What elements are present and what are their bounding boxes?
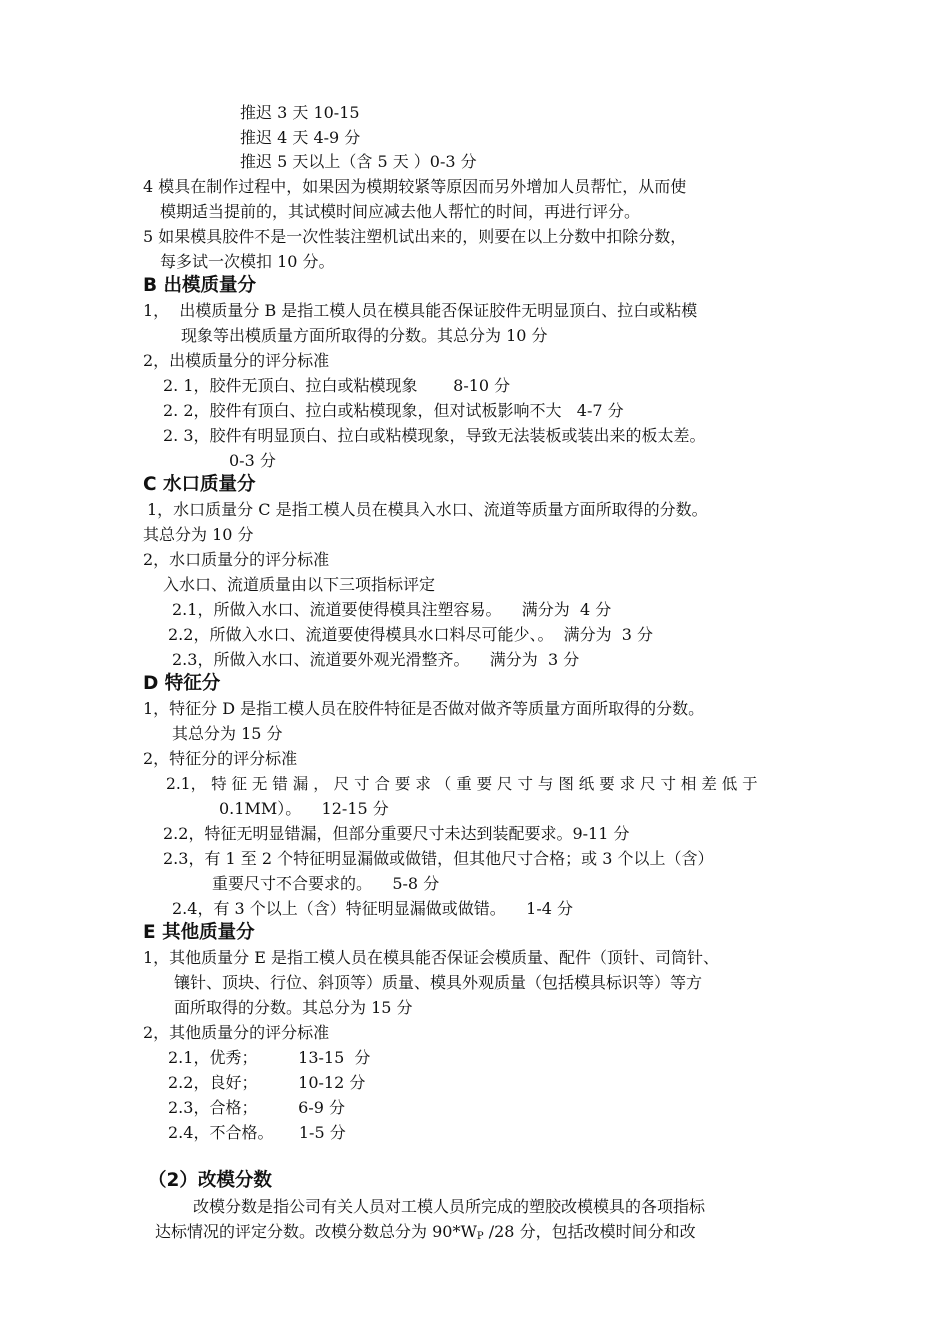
modify-score-para-line-1: 改模分数是指公司有关人员对工模人员所完成的塑胶改模模具的各项指标 <box>193 1197 706 1216</box>
section-d-heading: D 特征分 <box>143 673 221 694</box>
d-item-2: 2，特征分的评分标准 <box>143 749 298 768</box>
d-item-2-4: 2.4，有 3 个以上（含）特征明显漏做或做错。 1-4 分 <box>172 899 573 918</box>
delay-3-days-line: 推迟 3 天 10-15 <box>240 103 360 122</box>
modify-score-para-line-2 <box>155 1221 696 1248</box>
e-item-1-line-3: 面所取得的分数。其总分为 15 分 <box>174 998 413 1017</box>
b-item-2-2: 2. 2，胶件有顶白、拉白或粘模现象，但对试板影响不大 4-7 分 <box>163 401 624 420</box>
rule-4-line-1: 4 模具在制作过程中，如果因为模期较紧等原因而另外增加人员帮忙，从而使 <box>143 177 687 196</box>
c-item-2-3: 2.3，所做入水口、流道要外观光滑整齐。 满分为 3 分 <box>172 650 580 669</box>
b-item-1-line-1: 1， 出模质量分 B 是指工模人员在模具能否保证胶件无明显顶白、拉白或粘模 <box>143 301 698 320</box>
e-item-2-4: 2.4，不合格。 1-5 分 <box>168 1123 346 1142</box>
c-item-2-1: 2.1，所做入水口、流道要使得模具注塑容易。 满分为 4 分 <box>172 600 612 619</box>
para-text-start: 达标情况的评定分数。改模分数总分为 90*W <box>155 1222 477 1241</box>
c-item-2: 2，水口质量分的评分标准 <box>143 550 330 569</box>
section-b-heading: B 出模质量分 <box>143 275 257 296</box>
e-item-2-1: 2.1，优秀； 13-15 分 <box>168 1048 371 1067</box>
section-e-heading: E 其他质量分 <box>143 922 255 943</box>
d-item-1-line-2: 其总分为 15 分 <box>172 724 283 743</box>
para-text-end: /28 分，包括改模时间分和改 <box>483 1222 696 1241</box>
b-item-1-line-2: 现象等出模质量方面所取得的分数。其总分为 10 分 <box>181 326 548 345</box>
e-item-1-line-2: 镶针、顶块、行位、斜顶等）质量、模具外观质量（包括模具标识等）等方 <box>174 973 703 992</box>
section-2-heading: （2）改模分数 <box>148 1170 272 1191</box>
c-item-2-2: 2.2，所做入水口、流道要使得模具水口料尽可能少、。 满分为 3 分 <box>168 625 654 644</box>
c-item-1-line-1: 1，水口质量分 C 是指工模人员在模具入水口、流道等质量方面所取得的分数。 <box>147 500 708 519</box>
b-item-2: 2，出模质量分的评分标准 <box>143 351 330 370</box>
b-item-2-1: 2. 1，胶件无顶白、拉白或粘模现象 8-10 分 <box>163 376 511 395</box>
b-item-2-3: 2. 3，胶件有明显顶白、拉白或粘模现象，导致无法装板或装出来的板太差。 <box>163 426 706 445</box>
e-item-2: 2，其他质量分的评分标准 <box>143 1023 330 1042</box>
rule-4-line-2: 模期适当提前的，其试模时间应减去他人帮忙的时间，再进行评分。 <box>160 202 641 221</box>
delay-5-days-line: 推迟 5 天以上（含 5 天 ）0-3 分 <box>240 152 477 171</box>
e-item-2-3: 2.3，合格； 6-9 分 <box>168 1098 345 1117</box>
c-item-1-line-2: 其总分为 10 分 <box>143 525 254 544</box>
e-item-2-2: 2.2，良好； 10-12 分 <box>168 1073 366 1092</box>
b-item-2-3-score: 0-3 分 <box>229 451 276 470</box>
d-item-2-1-line-2: 0.1MM）。 12-15 分 <box>219 799 389 818</box>
d-item-2-3-line-1: 2.3，有 1 至 2 个特征明显漏做或做错，但其他尺寸合格；或 3 个以上（含） <box>163 849 714 868</box>
d-item-1-line-1: 1，特征分 D 是指工模人员在胶件特征是否做对做齐等质量方面所取得的分数。 <box>143 699 705 718</box>
d-item-2-1-line-1: 2.1， 特 征 无 错 漏 ， 尺 寸 合 要 求 （ 重 要 尺 寸 与 图 纸 要 求 尺 寸 相 差 低 于 <box>166 775 758 793</box>
rule-5-line-2: 每多试一次模扣 10 分。 <box>160 252 335 271</box>
d-item-2-2: 2.2，特征无明显错漏，但部分重要尺寸未达到装配要求。9-11 分 <box>163 824 630 843</box>
e-item-1-line-1: 1，其他质量分 E 是指工模人员在模具能否保证会模质量、配件（顶针、司筒针、 <box>143 948 720 967</box>
section-c-heading: C 水口质量分 <box>143 474 256 495</box>
rule-5-line-1: 5 如果模具胶件不是一次性装注塑机试出来的，则要在以上分数中扣除分数， <box>143 227 687 246</box>
c-item-2-intro: 入水口、流道质量由以下三项指标评定 <box>163 575 436 594</box>
w-subscript: P <box>476 1231 484 1242</box>
d-item-2-3-line-2: 重要尺寸不合要求的。 5-8 分 <box>212 874 440 893</box>
delay-4-days-line: 推迟 4 天 4-9 分 <box>240 128 361 147</box>
